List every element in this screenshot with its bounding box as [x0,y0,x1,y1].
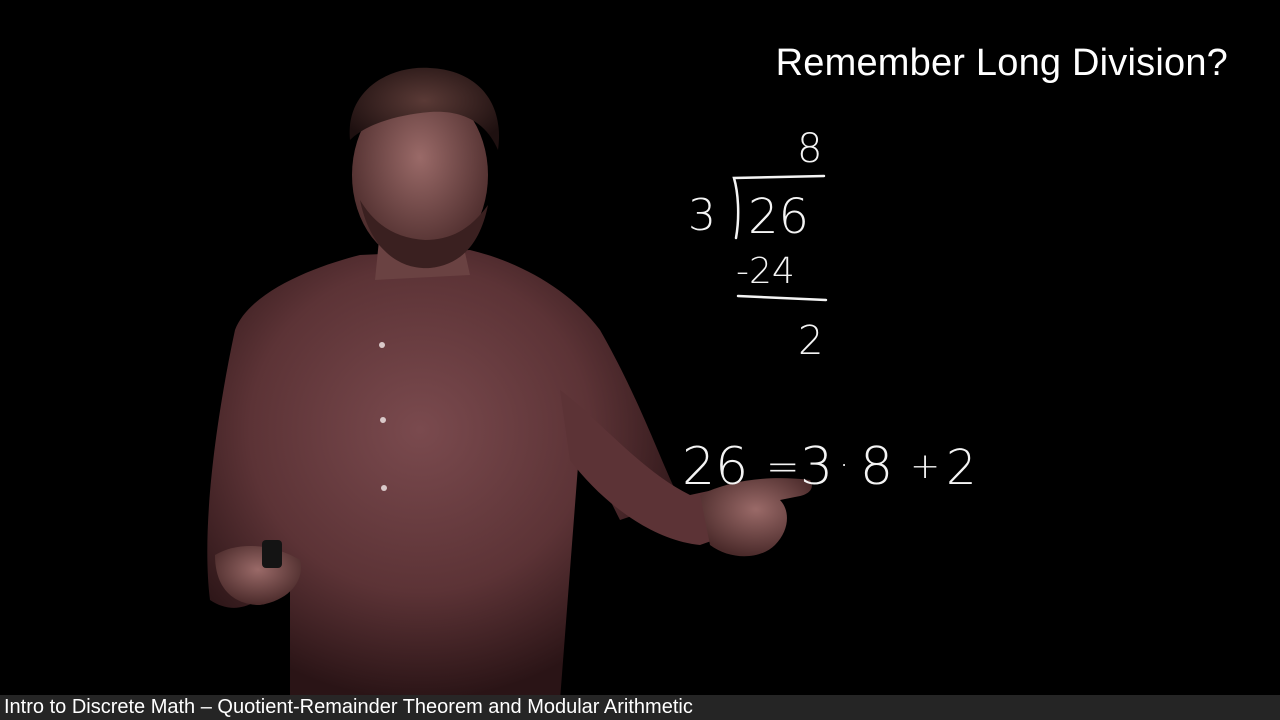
video-caption: Intro to Discrete Math – Quotient-Remainder Theorem and Modular Arithmetic [4,696,693,718]
eq-dividend: 26 [682,437,749,497]
subtraction-line [738,296,826,300]
divisor-text: 3 [688,190,716,241]
division-equation [682,437,977,497]
eq-equals: = [766,444,800,490]
eq-divisor: 3 [800,437,834,497]
subtrahend-text: -24 [736,251,795,292]
eq-plus: + [910,446,941,487]
eq-remainder: 2 [946,440,977,496]
eq-quotient: 8 [860,437,894,497]
dividend-text: 26 [748,189,810,245]
remainder-text: 2 [798,318,824,364]
slide-title: Remember Long Division? [775,42,1228,84]
eq-dot: · [839,446,850,484]
long-division [688,126,826,364]
quotient-text: 8 [797,126,823,172]
caption-bar [0,695,1280,720]
